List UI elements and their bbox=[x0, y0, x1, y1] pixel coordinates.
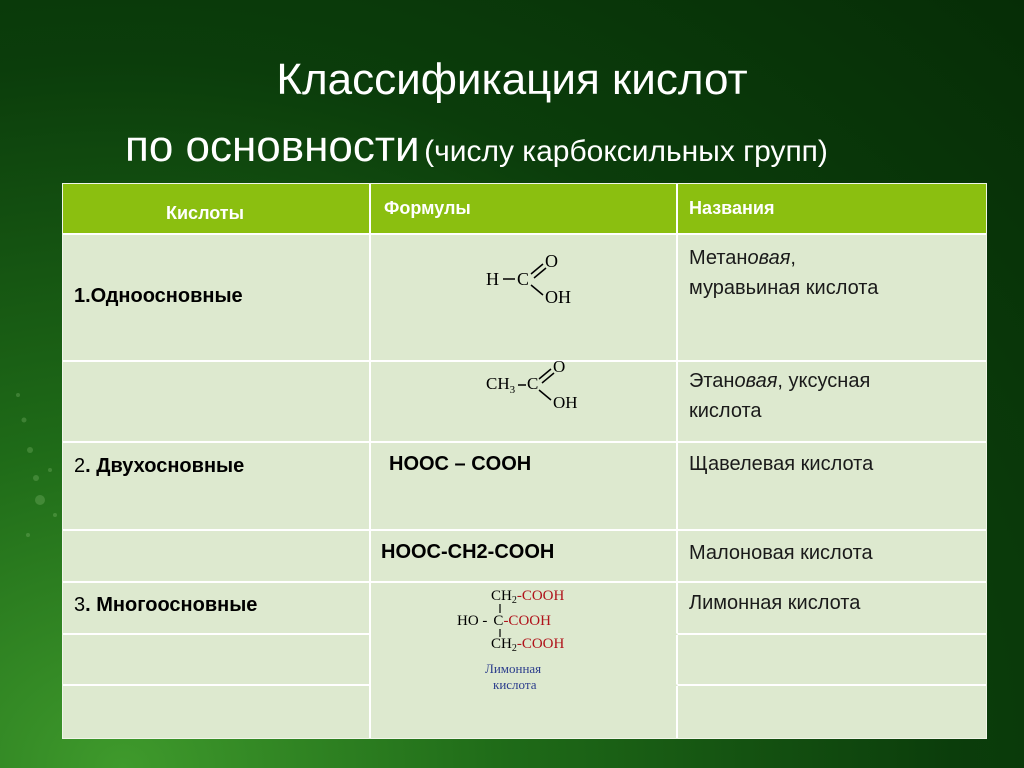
acetic-o: O bbox=[553, 357, 566, 376]
acid-name: Малоновая кислота bbox=[689, 542, 873, 564]
citric-line3: $CH_2$-COOH bbox=[491, 636, 565, 654]
name-italic: овая bbox=[734, 370, 778, 392]
formula-cell bbox=[371, 235, 678, 362]
formic-oh: OH bbox=[545, 287, 571, 307]
formic-o: O bbox=[545, 251, 558, 271]
acetic-c: C bbox=[527, 374, 539, 393]
subtitle-main: по основности bbox=[125, 122, 420, 171]
category-number: 2 bbox=[74, 455, 86, 477]
category-cell bbox=[63, 443, 371, 531]
name-line2: кислота bbox=[689, 400, 762, 422]
category-cell bbox=[63, 583, 371, 635]
category-cell bbox=[63, 531, 371, 583]
name-cell bbox=[678, 686, 986, 738]
table-row bbox=[63, 357, 986, 443]
header-names-label: Названия bbox=[689, 198, 775, 218]
name-cell bbox=[678, 635, 986, 686]
name-plain: Метан bbox=[689, 247, 748, 269]
acid-name: Щавелевая кислота bbox=[689, 453, 874, 475]
slide-subtitle bbox=[125, 122, 828, 172]
name-cell bbox=[678, 362, 986, 443]
acid-name bbox=[689, 243, 878, 303]
subtitle-note: (числу карбоксильных групп) bbox=[424, 135, 828, 168]
name-cell bbox=[678, 235, 986, 362]
name-line2: муравьиная кислота bbox=[689, 277, 879, 299]
formic-h: H bbox=[486, 269, 499, 289]
table-row bbox=[63, 443, 986, 531]
acid-name: Лимонная кислота bbox=[689, 592, 861, 614]
name-rest: , bbox=[790, 247, 796, 269]
acetic-oh: OH bbox=[553, 393, 578, 412]
formula-cell bbox=[371, 531, 678, 583]
citric-acid-formula bbox=[453, 584, 633, 694]
table-row bbox=[63, 531, 986, 583]
category-cell bbox=[63, 362, 371, 443]
name-rest: , уксусная bbox=[777, 370, 871, 392]
formula-text: HOOC – COOH bbox=[389, 453, 532, 475]
category-number: 3 bbox=[74, 594, 86, 616]
category-label: 1.Одноосновные bbox=[74, 285, 243, 307]
category-text: . Двухосновные bbox=[85, 455, 245, 477]
category-cell bbox=[63, 635, 371, 686]
acids-table bbox=[62, 183, 987, 739]
acetic-ch: $CH_3$ bbox=[486, 374, 516, 396]
citric-line2: HO - C-COOH bbox=[457, 613, 551, 629]
header-acids-label: Кислоты bbox=[166, 203, 244, 223]
formic-acid-formula bbox=[481, 247, 611, 307]
category-text: . Многоосновные bbox=[85, 594, 258, 616]
name-cell bbox=[678, 531, 986, 583]
table-row bbox=[63, 235, 986, 362]
category-cell bbox=[63, 235, 371, 362]
name-cell bbox=[678, 583, 986, 635]
header-formulas-label: Формулы bbox=[384, 198, 471, 218]
table-header-row bbox=[63, 184, 986, 235]
formula-cell bbox=[371, 443, 678, 531]
category-cell bbox=[63, 686, 371, 738]
header-cell-acids bbox=[63, 184, 371, 235]
formula-cell bbox=[371, 357, 678, 443]
name-italic: овая bbox=[747, 247, 791, 269]
category-label bbox=[74, 594, 257, 617]
header-cell-formulas bbox=[371, 184, 678, 235]
citric-line1: $CH_2$-COOH bbox=[491, 588, 565, 606]
citric-caption-1: Лимонная bbox=[485, 661, 542, 676]
name-plain: Этан bbox=[689, 370, 735, 392]
formic-c: C bbox=[517, 269, 530, 289]
acetic-acid-formula bbox=[481, 357, 611, 417]
citric-caption-2: кислота bbox=[493, 677, 537, 692]
header-cell-names bbox=[678, 184, 986, 235]
name-cell bbox=[678, 443, 986, 531]
category-label bbox=[74, 455, 244, 478]
slide-title: Классификация кислот bbox=[276, 55, 748, 104]
acid-name bbox=[689, 366, 870, 426]
formula-text: HOOC-CH2-COOH bbox=[381, 541, 555, 563]
